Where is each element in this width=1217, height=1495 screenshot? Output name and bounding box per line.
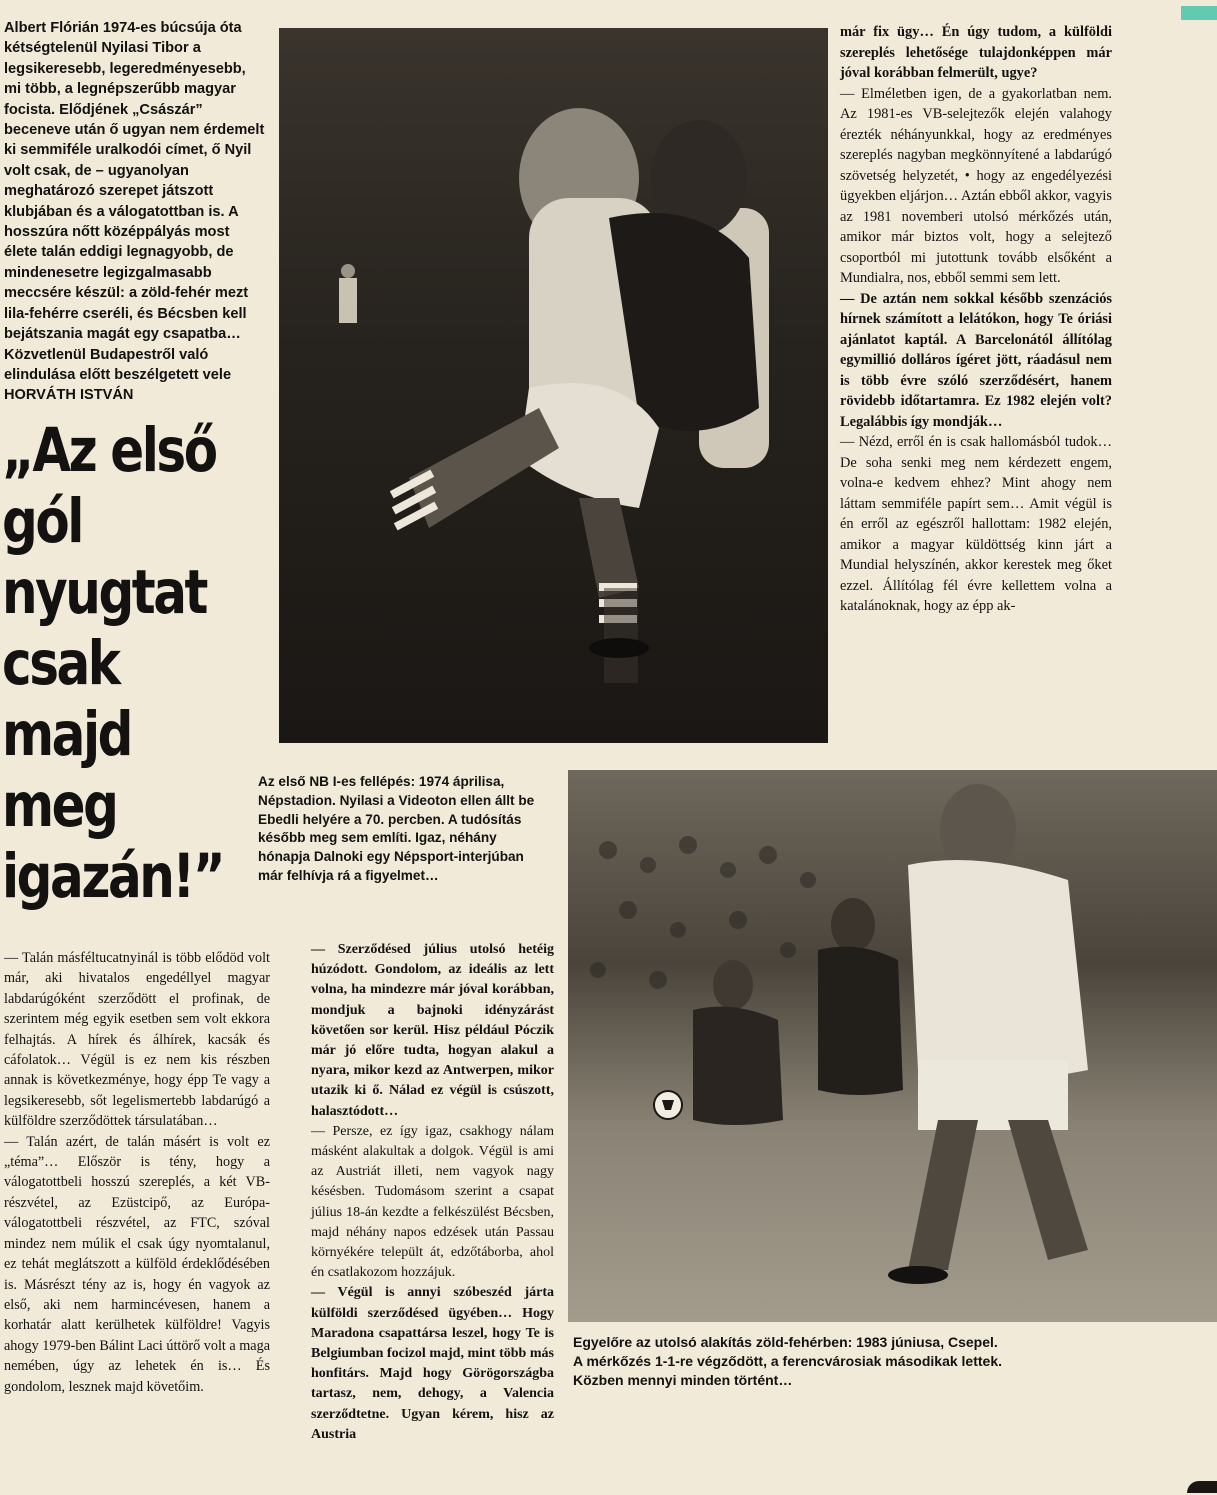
mid-question: — Végül is annyi szóbeszéd járta külföldi szerződésed ügyében… Hogy Maradona csapattársa leszel, hogy Te is Belgiumban focizol majd, mint több más honfitárs. Majd hogy Görögországba tartasz, nem, dehogy, a Valencia szerződtetne. Ugyan kérem, hisz az Austria — [311, 1285, 554, 1442]
page-corner-mark — [1187, 1481, 1217, 1493]
photo-1983-image — [568, 770, 1217, 1322]
caption-1974-text: Az első NB I-es fellépés: 1974 áprilisa, Népstadion. Nyilasi a Videoton ellen állt be Ebedli helyére a 70. percben. A tudósítás később meg sem említi. Igaz, néhány hónapja Dalnoki egy Népsport-interjúban már felhívja rá a figyelmet… — [258, 774, 535, 883]
right-question: — De aztán nem sokkal később szenzációs hírnek számított a lelátókon, hogy Te óriási ajánlatot kaptál. A Barcelonától állítólag egymillió dolláros ígéret jött, ráadásul nem is több évre szóló szerződésért, hanem rövidebb időtartamra. Ez 1982 elején volt? Legalábbis így mondják… — [840, 290, 1112, 430]
intro-text: Albert Flórián 1974-es búcsúja óta kétségtelenül Nyilasi Tibor a legsikeresebb, legeredményesebb, mi több, a legnépszerűbb magyar focista. Elődjének „Császár” beceneve után ő ugyan nem érdemelt ki semmiféle uralkodói címet, ő Nyil volt csak, de – ugyanolyan meghatározó szerepet játszott klubjában és a válogatottban is. A hosszúra nőtt középpályás most élete talán eddigi legnagyobb, de mindenesetre legizgalmasabb meccsére készül: a zöld-fehér mezt lila-fehérre cseréli, és Bécsben kell bejátszania magát egy csapatba… Közvetlenül Budapestről való elindulása előtt beszélgetett vele HORVÁTH ISTVÁN — [4, 20, 265, 404]
middle-column-body — [311, 940, 554, 1445]
match-photo-1983 — [568, 770, 1217, 1322]
right-column-body — [840, 22, 1112, 617]
mid-answer: — Persze, ez így igaz, csakhogy nálam másként alakultak a dolgok. Végül is ami az Austriát illeti, nem vagyok nagy késésben. Tudomásom szerint a csapat július 18-án kezdte a felkészülést Bécsben, majd néhány napos edzések után Passau környékére települt át, edzőtáborba, ahol én csatlakozom hozzájuk. — [311, 1123, 554, 1281]
right-answer: — Nézd, erről én is csak hallomásból tudok… De soha senki meg nem kérdezett engem, volna-e kedvem ehhez? Mint ahogy nem láttam semmiféle papírt sem… Amit végül is én erről az egészről hallottam: 1982 elején, amikor a magyar küldöttség kinn járt a Mundial helyszínén, akkor kerestek meg őket ezzel. Állítólag fél évre kellettem volna a katalánoknak, hogy az épp ak- — [840, 434, 1112, 614]
left-paragraph: — Talán azért, de talán másért is volt ez „téma”… Először is tény, hogy a válogatottbeli hosszú szereplés, a két VB-részvétel, az Ezüstcipő, az Európa-válogatottbeli részvétel, az FTC, szóval mindez nem múlik el csak úgy nyomtalanul, ez tehát meglátszott a külföld érdeklődésében is. Másrészt tény az is, hogy én vagyok az első, aki nem harmincévesen, hanem a korhatár alatt kerülhetek külföldre! Vagyis ahogy 1979-ben Bálint Laci úttörő volt a maga nemében, úgy az lehetek én is… És gondolom, lesznek majd követőim. — [4, 1133, 270, 1395]
page-edge-tab — [1181, 6, 1217, 20]
photo-1974-image — [279, 28, 828, 743]
left-column-body — [4, 948, 270, 1397]
article-headline: „Az első gól nyugtat csak majd meg igazán!” — [2, 415, 224, 912]
caption-1983-text: Egyelőre az utolsó alakítás zöld-fehérben: 1983 júniusa, Csepel. A mérkőzés 1-1-re végződött, a ferencvárosiak másodikak lettek. Közben mennyi minden történt… — [573, 1334, 1002, 1388]
left-paragraph: — Talán másféltucatnyinál is több elődöd volt már, aki hivatalos engedéllyel magyar labdarúgóként szerződött el profinak, de szerintem még egyik esetben sem volt ekkora felhajtás. A hírek és álhírek, kacsák és cáfolatok… Végül is ez nem kis részben annak is következménye, hogy épp Te vagy a legsikeresebb, sőt legelismertebb labdarúgó a külföldre szerződöttek társulatában… — [4, 950, 270, 1130]
photo-caption-1983 — [573, 1333, 1213, 1390]
mid-question: — Szerződésed július utolsó hetéig húzódott. Gondolom, az ideális az lett volna, ha mindezre már jóval korábban, mondjuk a bajnoki idényzárást követően sor kerül. Hisz például Póczik már jó előre tudta, hogyan alakul a nyara, mikor kezd az Antwerpen, mikor utazik ki ő. Nálad ez végül is csúszott, halasztódott… — [311, 942, 554, 1119]
right-question: már fix ügy… Én úgy tudom, a külföldi szereplés lehetősége tulajdonképpen már jóval korábban felmerült, ugye? — [840, 24, 1112, 81]
right-answer: — Elméletben igen, de a gyakorlatban nem. Az 1981-es VB-selejtezők elején valahogy érezték néhányunkkal, hogy az eredményes szereplés nagyban megkönnyítené a labdarúgó szövetség helyzetét, • hogy az engedélyezési ügyekben eljárjon… Aztán ebből akkor, vagyis az 1981 novemberi utolsó mérkőzés után, amikor már biztos volt, hogy a selejtező csoportból mi jutottunk tovább elsőként a Mundialra, nos, ebből semmi sem lett. — [840, 85, 1112, 286]
match-photo-1974 — [279, 28, 828, 743]
article-intro — [4, 18, 266, 406]
photo-caption-1974 — [258, 773, 548, 886]
